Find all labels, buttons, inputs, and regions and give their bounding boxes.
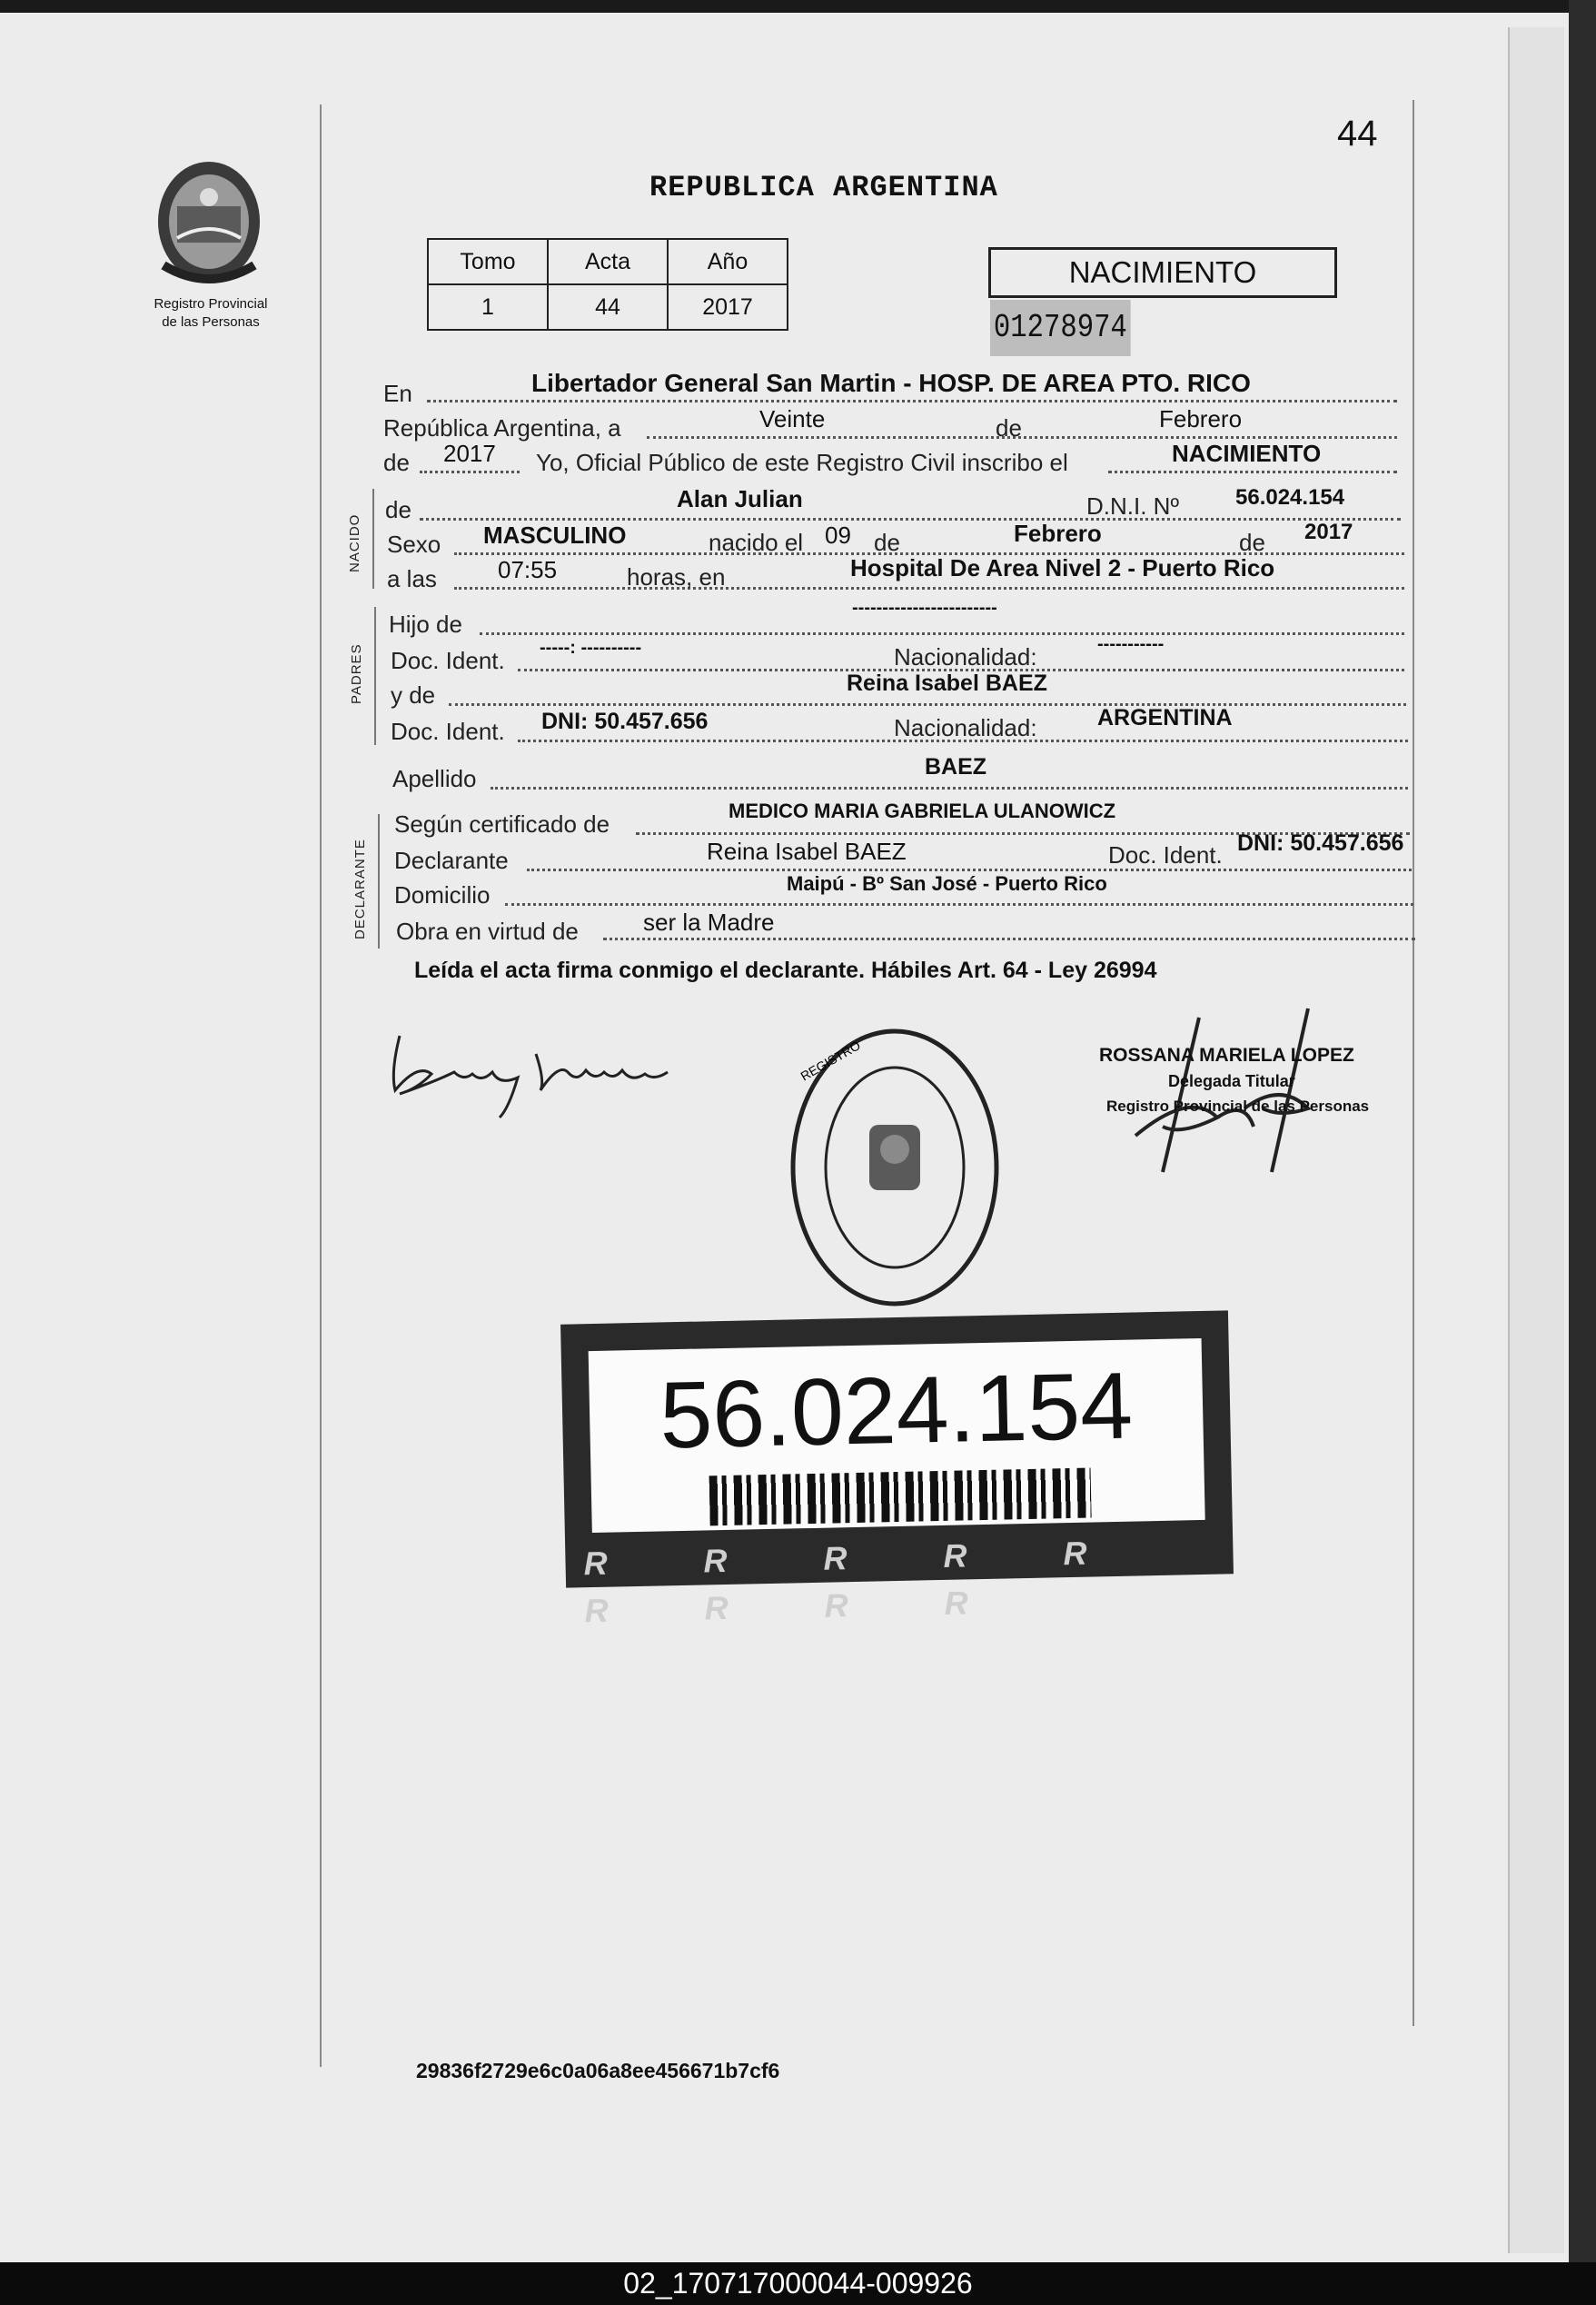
- document-heading: REPUBLICA ARGENTINA: [649, 171, 998, 204]
- declarant-name: Reina Isabel BAEZ: [707, 838, 907, 865]
- dotted-line: [420, 471, 520, 473]
- dotted-line: [420, 518, 1401, 521]
- ref-header-anio: Año: [668, 239, 788, 284]
- official-stamp: [786, 1018, 1004, 1317]
- date-day: Veinte: [759, 405, 826, 432]
- svg-text:REGISTRO: REGISTRO: [798, 1038, 863, 1084]
- ref-header-acta: Acta: [548, 239, 668, 284]
- place-value: Libertador General San Martin - HOSP. DE AREA PTO. RICO: [531, 369, 1251, 397]
- ref-value-anio: 2017: [668, 284, 788, 330]
- declarant-relation: ser la Madre: [643, 909, 775, 936]
- label-nacionalidad-1: Nacionalidad:: [894, 643, 1037, 671]
- label-de-year: de: [383, 449, 410, 476]
- declarant-doc: DNI: 50.457.656: [1237, 830, 1404, 856]
- father-name: ------------------------: [852, 598, 997, 618]
- label-doc-ident-2: Doc. Ident.: [391, 718, 505, 745]
- label-segun-certificado: Según certificado de: [394, 810, 610, 838]
- registry-text: Yo, Oficial Público de este Registro Civil inscribo el: [536, 449, 1068, 476]
- inscription-type: NACIMIENTO: [1172, 440, 1322, 467]
- section-label-nacido: NACIDO: [347, 513, 362, 572]
- closing-statement: Leída el acta firma conmigo el declarante. Hábiles Art. 64 - Ley 26994: [414, 958, 1157, 983]
- label-domicilio: Domicilio: [394, 881, 491, 909]
- scan-top-edge: [0, 0, 1596, 13]
- label-nacionalidad-2: Nacionalidad:: [894, 714, 1037, 741]
- dotted-line: [527, 869, 1412, 871]
- serial-number: 01278974: [990, 300, 1131, 356]
- label-de-month: de: [874, 529, 900, 556]
- label-horas-en: horas, en: [627, 563, 726, 591]
- official-title: Delegada Titular: [1168, 1072, 1295, 1090]
- section-label-padres: PADRES: [349, 643, 364, 704]
- label-hijo-de: Hijo de: [389, 611, 462, 638]
- child-sex: MASCULINO: [483, 522, 627, 549]
- section-bar: [378, 814, 380, 949]
- ref-value-tomo: 1: [428, 284, 548, 330]
- dotted-line: [454, 587, 1404, 590]
- label-nacido-el: nacido el: [709, 529, 804, 556]
- child-name: Alan Julian: [677, 485, 803, 512]
- dotted-line: [647, 436, 1397, 439]
- section-bar: [372, 489, 374, 589]
- official-office: Registro Provincial de las Personas: [1106, 1098, 1370, 1115]
- mother-doc: DNI: 50.457.656: [541, 709, 709, 734]
- dotted-line: [603, 938, 1415, 940]
- ref-header-tomo: Tomo: [428, 239, 548, 284]
- section-label-declarante: DECLARANTE: [352, 839, 368, 939]
- province-logo: [150, 156, 268, 293]
- label-republica: República Argentina, a: [383, 414, 621, 442]
- label-a-las: a las: [387, 565, 437, 592]
- left-margin-line: [320, 104, 322, 2067]
- certificate-issuer: MEDICO MARIA GABRIELA ULANOWICZ: [729, 800, 1116, 822]
- dotted-line: [1108, 471, 1397, 473]
- dotted-line: [491, 787, 1408, 790]
- date-month: Febrero: [1159, 405, 1243, 432]
- birth-place: Hospital De Area Nivel 2 - Puerto Rico: [850, 554, 1275, 581]
- page-number: 44: [1337, 114, 1378, 154]
- label-doc-ident-1: Doc. Ident.: [391, 647, 505, 674]
- barcode-label: [560, 1310, 1234, 1630]
- barcode-pattern: R R R R R R R R R: [583, 1533, 1131, 1630]
- dotted-line: [427, 400, 1397, 402]
- birth-day: 09: [825, 522, 851, 549]
- birth-month: Febrero: [1014, 520, 1102, 547]
- declarant-signature: [382, 1018, 736, 1127]
- barcode-number: 56.024.154: [659, 1353, 1135, 1469]
- scan-right-edge: [1569, 0, 1596, 2262]
- reference-table: [427, 238, 788, 331]
- label-en: En: [383, 380, 412, 407]
- child-dni: 56.024.154: [1235, 485, 1345, 510]
- dotted-line: [449, 703, 1406, 706]
- logo-caption-1: Registro Provincial: [154, 296, 268, 312]
- underlying-page-edge: [1508, 27, 1564, 2253]
- birth-time: 07:55: [498, 556, 558, 583]
- barcode-inner: [589, 1338, 1205, 1533]
- record-type-box: NACIMIENTO: [988, 247, 1337, 298]
- father-nationality: -----------: [1097, 634, 1165, 654]
- label-doc-ident-3: Doc. Ident.: [1108, 841, 1223, 869]
- birth-year: 2017: [1304, 520, 1353, 544]
- label-de-name: de: [385, 496, 411, 523]
- dotted-line: [505, 903, 1413, 906]
- dotted-line: [480, 632, 1404, 635]
- logo-caption-2: de las Personas: [162, 314, 260, 330]
- official-name: ROSSANA MARIELA LOPEZ: [1099, 1045, 1354, 1066]
- document-hash: 29836f2729e6c0a06a8ee456671b7cf6: [416, 2059, 780, 2082]
- barcode-bars: [709, 1468, 1092, 1526]
- label-de-year2: de: [1239, 529, 1265, 556]
- label-y-de: y de: [391, 681, 436, 709]
- father-doc: -----: ----------: [540, 638, 642, 658]
- year-value: 2017: [443, 440, 496, 467]
- label-sexo: Sexo: [387, 531, 441, 558]
- right-margin-line: [1413, 100, 1414, 2026]
- label-dni: D.N.I. Nº: [1086, 492, 1179, 520]
- label-declarante: Declarante: [394, 847, 509, 874]
- mother-nationality: ARGENTINA: [1097, 705, 1233, 730]
- surname-value: BAEZ: [925, 754, 987, 780]
- section-bar: [374, 607, 376, 745]
- label-de: de: [996, 414, 1022, 442]
- ref-value-acta: 44: [548, 284, 668, 330]
- scan-footer-id: 02_170717000044-009926: [0, 2262, 1596, 2305]
- mother-name: Reina Isabel BAEZ: [847, 671, 1047, 696]
- label-apellido: Apellido: [392, 765, 477, 792]
- label-obra-en-virtud: Obra en virtud de: [396, 918, 579, 945]
- declarant-address: Maipú - Bº San José - Puerto Rico: [787, 872, 1107, 895]
